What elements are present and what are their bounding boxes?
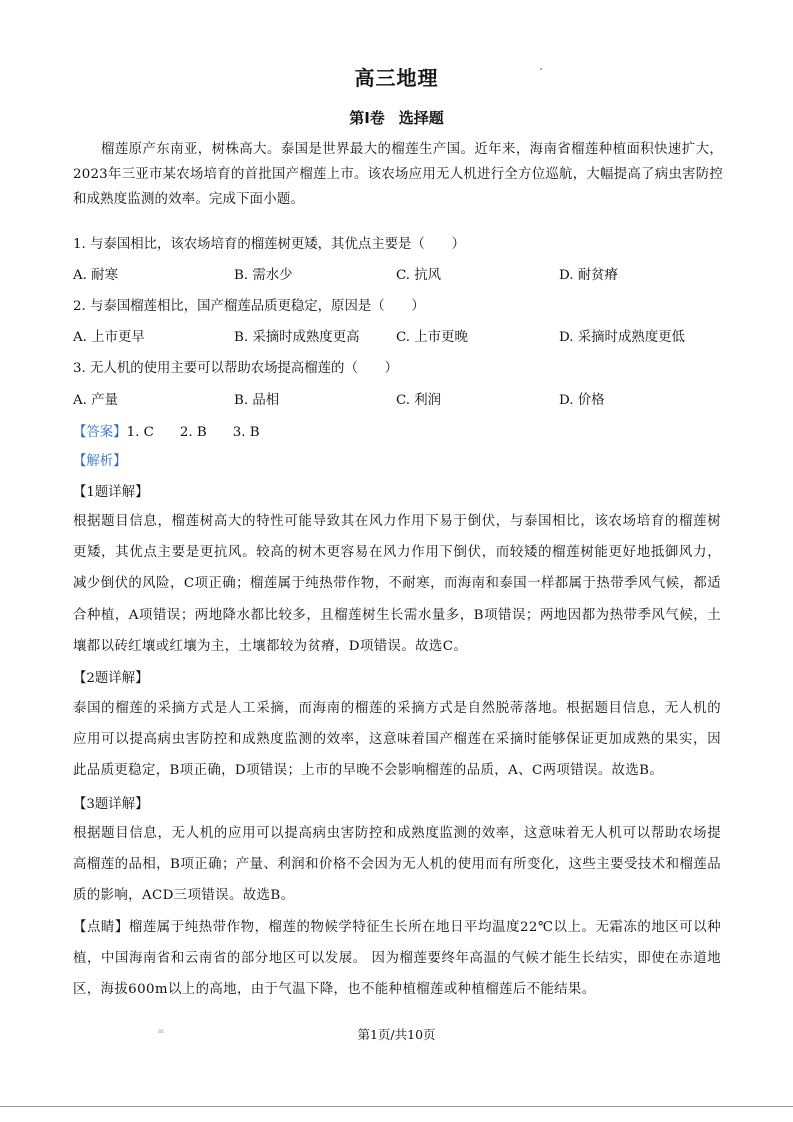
option: D. 耐贫瘠 (559, 268, 618, 283)
section-part: 第Ⅰ卷 (349, 109, 385, 127)
detail-3-heading: 【3题详解】 (73, 797, 149, 812)
page-title: 高三地理 (354, 66, 439, 90)
option: A. 耐寒 (73, 268, 118, 283)
answer-1: 1. C (126, 425, 154, 440)
analysis-label: 【解析】 (73, 454, 127, 469)
question-3-stem: 3. 无人机的使用主要可以帮助农场提高榴莲的（ ） (73, 361, 399, 376)
detail-2-heading: 【2题详解】 (73, 671, 149, 686)
option: A. 产量 (73, 393, 118, 408)
answer-label: 【答案】 (73, 425, 127, 440)
scan-mark: m (158, 1028, 164, 1035)
question-1-stem: 1. 与泰国相比，该农场培育的榴莲树更矮，其优点主要是（ ） (73, 237, 465, 252)
option: B. 品相 (234, 393, 280, 408)
tip-paragraph (73, 912, 721, 1006)
bottom-divider (0, 1106, 793, 1107)
option: D. 价格 (559, 393, 605, 408)
answer-line (73, 421, 260, 440)
page-footer: 第1页/共10页 (357, 1027, 436, 1042)
tip-label: 【点睛】 (73, 920, 129, 935)
detail-3-text: 根据题目信息，无人机的应用可以提高病虫害防控和成熟度监测的效率，这意味着无人机可以帮助农场提高榴莲的品相，B项正确；产量、利润和价格不会因为无人机的使用而有所变化，这些主要受技术和榴莲品质的影响，ACD三项错误。故选B。 (73, 826, 721, 904)
option: B. 需水少 (234, 268, 293, 283)
option: C. 利润 (396, 393, 442, 408)
section-title (0, 107, 793, 128)
option: A. 上市更早 (73, 330, 145, 345)
question-3-options (73, 389, 733, 409)
question-1-options (73, 264, 733, 284)
section-name: 选择题 (398, 109, 444, 127)
answer-2: 2. B (179, 425, 207, 440)
answer-3: 3. B (232, 425, 260, 440)
tip-text: 榴莲属于纯热带作物，榴莲的物候学特征生长所在地日平均温度22℃以上。无霜冻的地区可以种植，中国海南省和云南省的部分地区可以发展。 因为榴莲要终年高温的气候才能生长结实，即使在赤道地区，海拔600m以上的高地，由于气温下降，也不能种植榴莲或种植榴莲后不能结果。 (73, 920, 721, 998)
option: C. 抗风 (396, 268, 442, 283)
detail-2-text: 泰国的榴莲的采摘方式是人工采摘，而海南的榴莲的采摘方式是自然脱蒂落地。根据题目信息，无人机的应用可以提高病虫害防控和成熟度监测的效率，这意味着国产榴莲在采摘时能够保证更加成熟的果实，因此品质更稳定，B项正确，D项错误；上市的早晚不会影响榴莲的品质，A、C两项错误。故选B。 (73, 701, 721, 779)
question-2-stem: 2. 与泰国榴莲相比，国产榴莲品质更稳定，原因是（ ） (73, 299, 425, 314)
option: D. 采摘时成熟度更低 (559, 330, 685, 345)
detail-1-heading: 【1题详解】 (73, 485, 149, 500)
option: C. 上市更晚 (396, 330, 468, 345)
question-2-options (73, 326, 733, 346)
reading-passage: 榴莲原产东南亚，树株高大。泰国是世界最大的榴莲生产国。近年来，海南省榴莲种植面积快速扩大，2023年三亚市某农场培育的首批国产榴莲上市。该农场应用无人机进行全方位巡航，大幅提高了病虫害防控和成熟度监测的效率。完成下面小题。 (73, 142, 723, 207)
detail-1-text: 根据题目信息，榴莲树高大的特性可能导致其在风力作用下易于倒伏，与泰国相比，该农场培育的榴莲树更矮，其优点主要是更抗风。较高的树木更容易在风力作用下倒伏，而较矮的榴莲树能更好地抵御风力，减少倒伏的风险，C项正确；榴莲属于纯热带作物，不耐寒，而海南和泰国一样都属于热带季风气候，都适合种植，A项错误；两地降水都比较多，且榴莲树生长需水量多，B项错误；两地因都为热带季风气候，土壤都以砖红壤或红壤为主，土壤都较为贫瘠，D项错误。故选C。 (73, 514, 721, 654)
option: B. 采摘时成熟度更高 (234, 330, 360, 345)
